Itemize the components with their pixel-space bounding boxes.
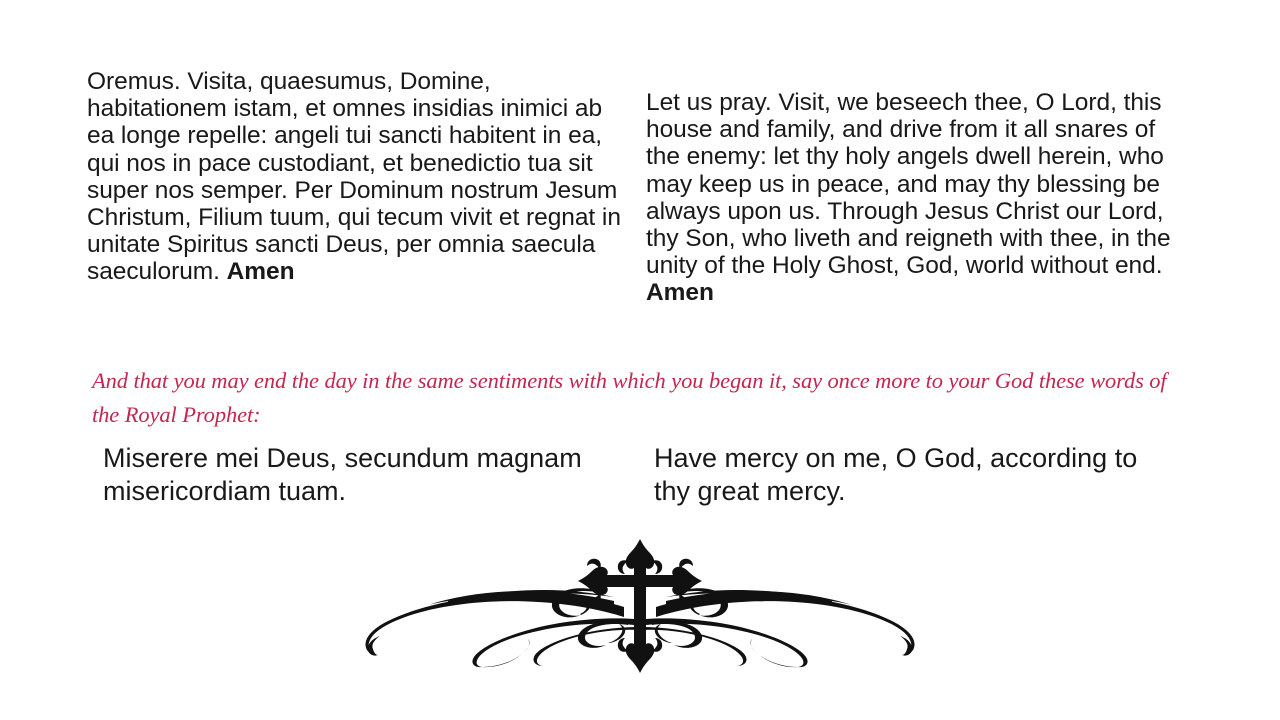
latin-prayer-amen: Amen [226, 258, 295, 286]
latin-prayer-body: Oremus. Visita, quaesumus, Domine, habitationem istam, et omnes insidias inimici ab ea longe repelle: angeli tui sancti habitent in ea, qui nos in pace custodiant, et benedictio tua sit super nos semper. Per Dominum nostrum Jesum Christum, Filium tuum, qui tecum vivit et regnat in unitate Spiritus sancti Deus, per omnia saecula saeculorum. [87, 68, 621, 286]
psalm-verse-english: Have mercy on me, O God, according to thy great mercy. [654, 443, 1138, 506]
english-prayer-column [646, 89, 1191, 307]
rubric-instruction: And that you may end the day in the same sentiments with which you began it, say once more to your God these words of the Royal Prophet: [92, 368, 1167, 427]
psalm-verse-latin: Miserere mei Deus, secundum magnam misericordiam tuam. [103, 443, 582, 506]
english-prayer-amen: Amen [646, 279, 714, 307]
cross-flourish-divider-icon [352, 535, 928, 675]
latin-prayer-column [87, 68, 627, 286]
english-prayer-body: Let us pray. Visit, we beseech thee, O Lord, this house and family, and drive from it all snares of the enemy: let thy holy angels dwell herein, who may keep us in peace, and may thy blessing be always upon us. Through Jesus Christ our Lord, thy Son, who liveth and reigneth with thee, in the unity of the Holy Ghost, God, world without end. [646, 89, 1171, 280]
